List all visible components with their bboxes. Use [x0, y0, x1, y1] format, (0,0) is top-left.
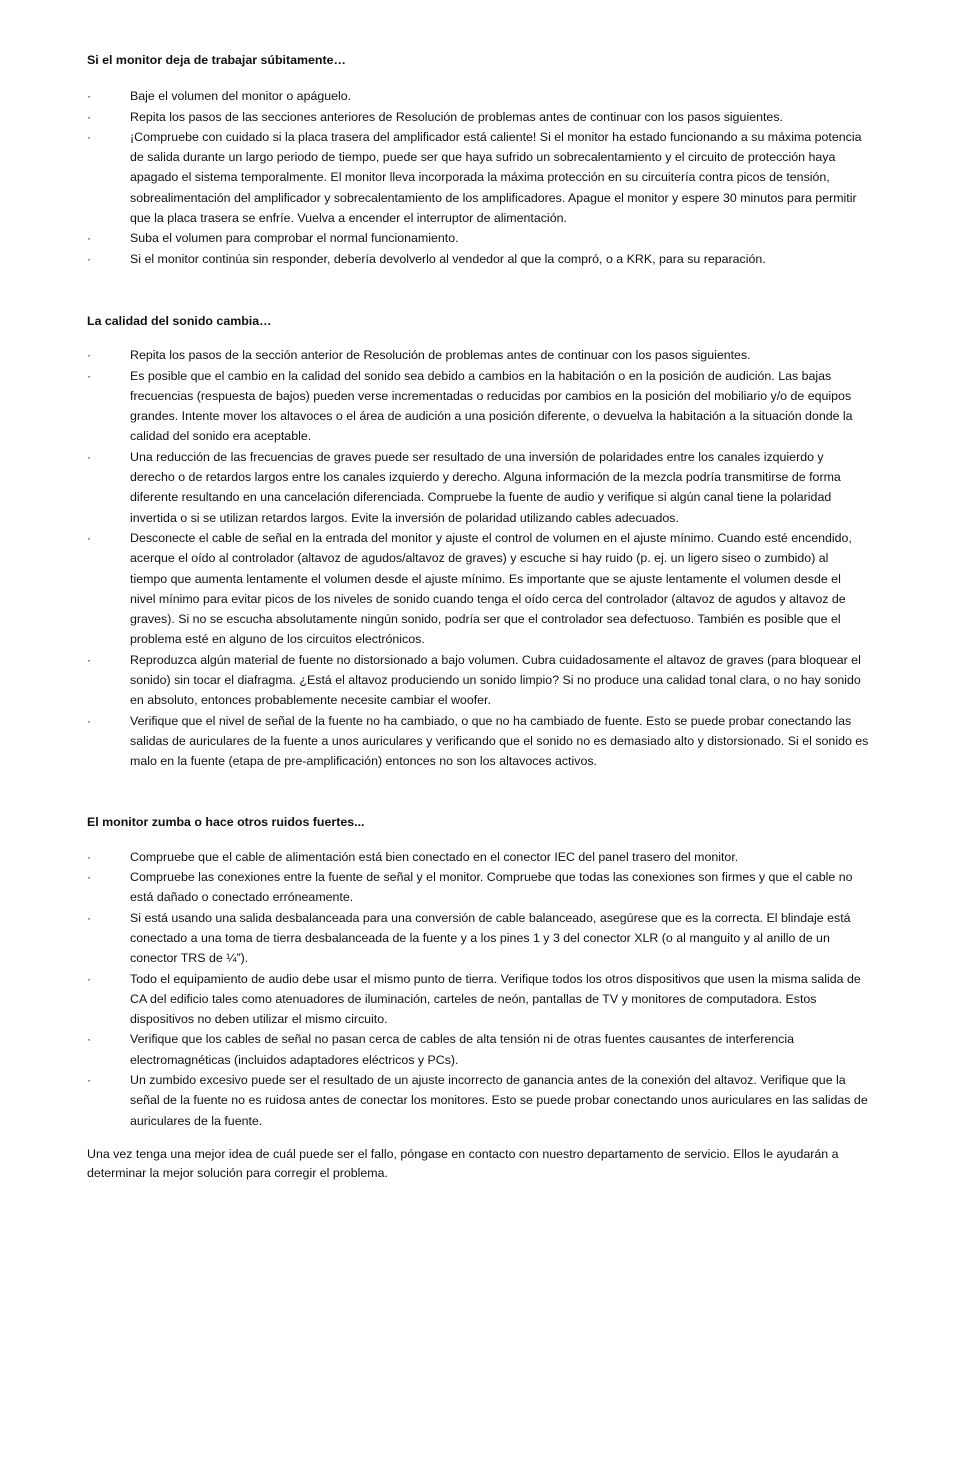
section-title: El monitor zumba o hace otros ruidos fuertes...: [87, 814, 365, 829]
list-item: [87, 249, 869, 269]
list-item: [87, 1029, 869, 1070]
bullet-list: [87, 847, 869, 1131]
bullet-marker: ·: [87, 251, 92, 266]
list-item: [87, 650, 869, 711]
list-item: [87, 847, 869, 867]
list-item-text: Compruebe que el cable de alimentación está bien conectado en el conector IEC del panel trasero del monitor.: [130, 849, 739, 864]
list-item: [87, 447, 869, 528]
bullet-marker: ·: [87, 1073, 92, 1088]
list-item-text: Es posible que el cambio en la calidad del sonido sea debido a cambios en la habitación o en la posición de audición. Las bajas frecuencias (respuesta de bajos) pueden verse incrementadas o reducidas por cambios en la posición del mobiliario y/o de equipos grandes. Intente mover los altavoces o el área de audición a una posición diferente, o devuelva la habitación a la situación donde la calidad del sonido era aceptable.: [130, 368, 853, 444]
bullet-marker: ·: [87, 849, 92, 864]
list-item-text: Repita los pasos de la sección anterior de Resolución de problemas antes de continuar con los pasos siguientes.: [130, 348, 751, 363]
list-item: [87, 528, 869, 650]
list-item: [87, 345, 869, 365]
list-item: [87, 107, 869, 127]
bullet-marker: ·: [87, 910, 92, 925]
list-item: [87, 86, 869, 106]
list-item: [87, 711, 869, 772]
list-item-text: ¡Compruebe con cuidado si la placa trasera del amplificador está caliente! Si el monitor ha estado funcionando a su máxima potencia de salida durante un largo periodo de tiempo, puede ser que haya sufrido un sobrecalentamiento y el circuito de protección haya apagado el sistema temporalmente. El monitor lleva incorporada la máxima protección en su circuitería contra picos de tensión, sobrealimentación del amplificador y sobrecalentamiento de los amplificadores. Apague el monitor y espere 30 minutos para permitir que la placa trasera se enfríe. Vuelva a encender el interruptor de alimentación.: [130, 129, 862, 226]
list-item-text: Todo el equipamiento de audio debe usar el mismo punto de tierra. Verifique todos los otros dispositivos que usen la misma salida de CA del edificio tales como atenuadores de iluminación, carteles de neón, pantallas de TV y monitores de computadora. Estos dispositivos no deben utilizar el mismo circuito.: [130, 971, 861, 1027]
bullet-marker: ·: [87, 129, 92, 144]
list-item-text: Compruebe las conexiones entre la fuente de señal y el monitor. Compruebe que todas las conexiones son firmes y que el cable no está dañado o conectado erróneamente.: [130, 870, 853, 905]
bullet-marker: ·: [87, 449, 92, 464]
bullet-marker: ·: [87, 231, 92, 246]
bullet-marker: ·: [87, 713, 92, 728]
list-item-text: Una reducción de las frecuencias de graves puede ser resultado de una inversión de polaridades entre los canales izquierdo y derecho o de retardos largos entre los canales izquierdo y derecho. Alguna información de la mezcla podría transmitirse de forma diferente resultando en una cancelación diferenciada. Compruebe la fuente de audio y verifique si algún canal tiene la polaridad invertida o si se utilizan retardos largos. Evite la inversión de polaridad utilizando cables adecuados.: [130, 449, 841, 525]
list-item-text: Verifique que el nivel de señal de la fuente no ha cambiado, o que no ha cambiado de fuente. Esto se puede probar conectando las salidas de auriculares de la fuente a unos auriculares y verificando que el sonido no es demasiado alto y distorsionado. Si el sonido es malo en la fuente (etapa de pre-amplificación) entonces no son los altavoces activos.: [130, 713, 869, 769]
list-item-text: Un zumbido excesivo puede ser el resultado de un ajuste incorrecto de ganancia antes de la conexión del altavoz. Verifique que la señal de la fuente no es ruidosa antes de conectar los monitores. Esto se puede probar conectando unos auriculares en las salidas de auriculares de la fuente.: [130, 1073, 868, 1128]
list-item: [87, 969, 869, 1030]
bullet-marker: ·: [87, 109, 92, 124]
list-item: [87, 908, 869, 969]
section-hum-noise: [87, 812, 869, 1131]
list-item: [87, 867, 869, 908]
list-item-text: Suba el volumen para comprobar el normal funcionamiento.: [130, 231, 459, 246]
list-item: [87, 366, 869, 447]
section-sound-quality: [87, 311, 869, 772]
list-item-text: Si está usando una salida desbalanceada para una conversión de cable balanceado, asegúrese que es la correcta. El blindaje está conectado a una toma de tierra desbalanceada de la fuente y a los pines 1 y 3 del conector XLR (o al manguito y al anillo de un conector TRS de ¼”).: [130, 910, 851, 966]
list-item-text: Si el monitor continúa sin responder, debería devolverlo al vendedor al que la compró, o a KRK, para su reparación.: [130, 251, 766, 266]
list-item: [87, 228, 869, 248]
bullet-list: [87, 345, 869, 771]
bullet-marker: ·: [87, 870, 92, 885]
section-title: Si el monitor deja de trabajar súbitamente…: [87, 53, 346, 67]
list-item-text: Verifique que los cables de señal no pasan cerca de cables de alta tensión ni de otras fuentes causantes de interferencia electromagnéticas (incluidos adaptadores eléctricos y PCs).: [130, 1032, 795, 1067]
bullet-list: [87, 86, 869, 269]
list-item-text: Repita los pasos de las secciones anteriores de Resolución de problemas antes de continuar con los pasos siguientes.: [130, 109, 783, 124]
list-item-text: Reproduzca algún material de fuente no distorsionado a bajo volumen. Cubra cuidadosamente el altavoz de graves (para bloquear el sonido) sin tocar el diafragma. ¿Está el altavoz produciendo un sonido limpio? Si no produce una calidad tonal clara, o no hay sonido en absoluto, entonces probablemente necesite cambiar el woofer.: [130, 652, 861, 708]
list-item-text: Baje el volumen del monitor o apáguelo.: [130, 89, 352, 104]
section-sudden-stop: [87, 50, 869, 269]
bullet-marker: ·: [87, 652, 92, 667]
list-item: [87, 1070, 869, 1131]
bullet-marker: ·: [87, 1032, 92, 1047]
bullet-marker: ·: [87, 368, 92, 383]
section-title: La calidad del sonido cambia…: [87, 313, 272, 328]
bullet-marker: ·: [87, 89, 92, 104]
list-item-text: Desconecte el cable de señal en la entrada del monitor y ajuste el control de volumen en el ajuste mínimo. Cuando esté encendido, acerque el oído al controlador (altavoz de agudos/altavoz de graves) y escuche si hay ruido (p. ej. un ligero siseo o zumbido) al tiempo que aumenta lentamente el volumen desde el ajuste mínimo. Es importante que se ajuste lentamente el volumen desde el nivel mínimo para evitar picos de los niveles de sonido cuando tenga el oído cerca del controlador (altavoz de agudos y altavoz de graves). Si no se escucha absolutamente ningún sonido, podría ser que el controlador sea defectuoso. También es posible que el problema esté en alguno de los circuitos electrónicos.: [130, 530, 852, 647]
list-item: [87, 127, 869, 228]
bullet-marker: ·: [87, 530, 92, 545]
bullet-marker: ·: [87, 348, 92, 363]
bullet-marker: ·: [87, 971, 92, 986]
document-page: [87, 50, 869, 1195]
closing-paragraph: Una vez tenga una mejor idea de cuál puede ser el fallo, póngase en contacto con nuestro departamento de servicio. Ellos le ayudarán a determinar la mejor solución para corregir el problema.: [87, 1146, 839, 1180]
